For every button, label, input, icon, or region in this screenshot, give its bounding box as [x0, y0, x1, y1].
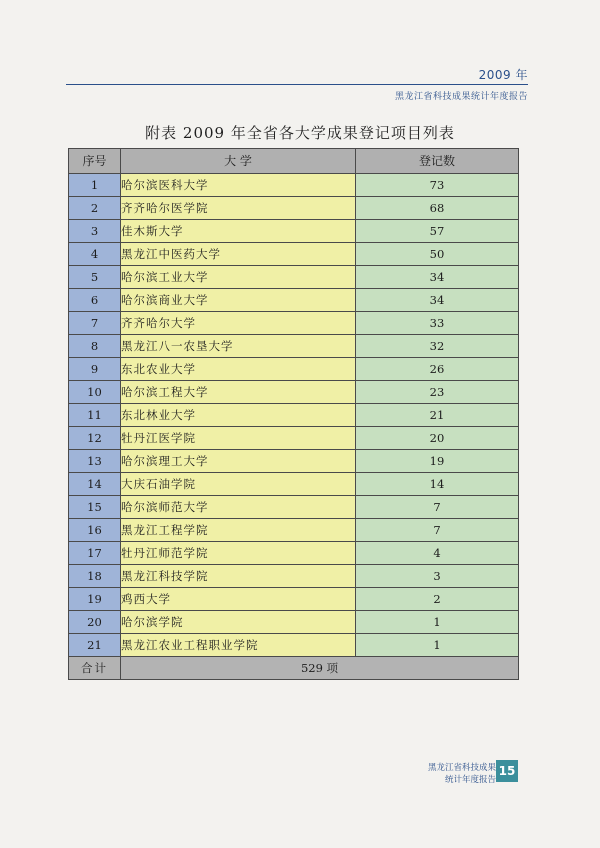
table-row: [69, 473, 519, 496]
count-cell: 21: [356, 404, 519, 427]
index-cell: 15: [69, 496, 121, 519]
table-row: [69, 404, 519, 427]
count-cell: 23: [356, 381, 519, 404]
index-cell: 14: [69, 473, 121, 496]
count-cell: 1: [356, 634, 519, 657]
count-cell: 73: [356, 174, 519, 197]
column-header-count: 登记数: [356, 149, 519, 174]
index-cell: 4: [69, 243, 121, 266]
index-cell: 21: [69, 634, 121, 657]
header-subtitle: 黑龙江省科技成果统计年度报告: [394, 92, 528, 102]
university-results-table: [68, 148, 519, 680]
table-row: [69, 266, 519, 289]
count-cell: 33: [356, 312, 519, 335]
header-rule: [66, 84, 528, 85]
university-name-cell: 牡丹江医学院: [121, 427, 356, 450]
university-name-cell: 齐齐哈尔大学: [121, 312, 356, 335]
count-cell: 4: [356, 542, 519, 565]
university-name-cell: 哈尔滨医科大学: [121, 174, 356, 197]
header-year: 2009 年: [478, 68, 528, 82]
table-row: [69, 358, 519, 381]
index-cell: 10: [69, 381, 121, 404]
university-name-cell: 牡丹江师范学院: [121, 542, 356, 565]
table-header-row: [69, 149, 519, 174]
table-row: [69, 335, 519, 358]
university-name-cell: 黑龙江八一农垦大学: [121, 335, 356, 358]
column-header-university: 大 学: [121, 149, 356, 174]
table-row: [69, 312, 519, 335]
table-row: [69, 496, 519, 519]
table-row: [69, 588, 519, 611]
table-row: [69, 289, 519, 312]
university-name-cell: 哈尔滨工业大学: [121, 266, 356, 289]
table-title: 附表 2009 年全省各大学成果登记项目列表: [145, 124, 455, 142]
index-cell: 19: [69, 588, 121, 611]
university-name-cell: 黑龙江中医药大学: [121, 243, 356, 266]
index-cell: 18: [69, 565, 121, 588]
index-cell: 13: [69, 450, 121, 473]
index-cell: 8: [69, 335, 121, 358]
count-cell: 1: [356, 611, 519, 634]
total-value: 529 项: [121, 657, 519, 680]
table-row: [69, 381, 519, 404]
count-cell: 32: [356, 335, 519, 358]
footer-line-2: 统计年度报告: [444, 775, 496, 785]
count-cell: 3: [356, 565, 519, 588]
index-cell: 5: [69, 266, 121, 289]
table-total-row: [69, 657, 519, 680]
index-cell: 17: [69, 542, 121, 565]
count-cell: 57: [356, 220, 519, 243]
university-name-cell: 哈尔滨学院: [121, 611, 356, 634]
index-cell: 11: [69, 404, 121, 427]
page-number-badge: 15: [496, 760, 518, 782]
index-cell: 20: [69, 611, 121, 634]
table-row: [69, 220, 519, 243]
index-cell: 1: [69, 174, 121, 197]
table-row: [69, 197, 519, 220]
count-cell: 34: [356, 289, 519, 312]
count-cell: 50: [356, 243, 519, 266]
university-name-cell: 佳木斯大学: [121, 220, 356, 243]
table-row: [69, 611, 519, 634]
university-name-cell: 哈尔滨师范大学: [121, 496, 356, 519]
index-cell: 16: [69, 519, 121, 542]
university-name-cell: 黑龙江工程学院: [121, 519, 356, 542]
index-cell: 7: [69, 312, 121, 335]
university-name-cell: 哈尔滨理工大学: [121, 450, 356, 473]
count-cell: 68: [356, 197, 519, 220]
university-name-cell: 东北林业大学: [121, 404, 356, 427]
index-cell: 3: [69, 220, 121, 243]
index-cell: 2: [69, 197, 121, 220]
column-header-index: 序号: [69, 149, 121, 174]
count-cell: 7: [356, 496, 519, 519]
table-row: [69, 427, 519, 450]
table-row: [69, 565, 519, 588]
count-cell: 14: [356, 473, 519, 496]
count-cell: 7: [356, 519, 519, 542]
count-cell: 20: [356, 427, 519, 450]
table-row: [69, 243, 519, 266]
university-name-cell: 哈尔滨工程大学: [121, 381, 356, 404]
university-name-cell: 齐齐哈尔医学院: [121, 197, 356, 220]
footer-caption: [418, 762, 496, 786]
footer-line-1: 黑龙江省科技成果: [427, 763, 496, 773]
table-row: [69, 634, 519, 657]
count-cell: 26: [356, 358, 519, 381]
count-cell: 2: [356, 588, 519, 611]
table-row: [69, 519, 519, 542]
university-name-cell: 黑龙江农业工程职业学院: [121, 634, 356, 657]
university-name-cell: 大庆石油学院: [121, 473, 356, 496]
university-name-cell: 哈尔滨商业大学: [121, 289, 356, 312]
index-cell: 9: [69, 358, 121, 381]
university-name-cell: 鸡西大学: [121, 588, 356, 611]
table-row: [69, 450, 519, 473]
count-cell: 19: [356, 450, 519, 473]
count-cell: 34: [356, 266, 519, 289]
table-row: [69, 174, 519, 197]
university-name-cell: 黑龙江科技学院: [121, 565, 356, 588]
table-row: [69, 542, 519, 565]
index-cell: 12: [69, 427, 121, 450]
total-label: 合计: [69, 657, 121, 680]
index-cell: 6: [69, 289, 121, 312]
university-name-cell: 东北农业大学: [121, 358, 356, 381]
